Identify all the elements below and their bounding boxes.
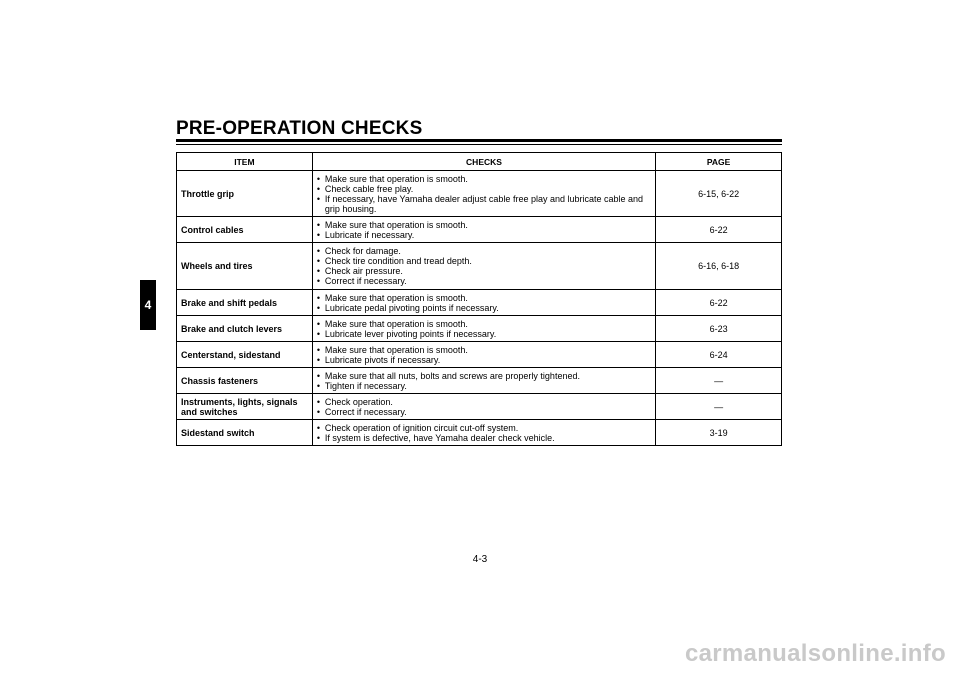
table-row	[177, 290, 782, 316]
check-bullet: • Make sure that operation is smooth.	[317, 319, 651, 329]
table-row	[177, 243, 782, 290]
row-page: 6-15, 6-22	[656, 171, 782, 217]
title-rule-thick	[176, 139, 782, 142]
check-bullet: • Make sure that all nuts, bolts and screws are properly tightened.	[317, 371, 651, 381]
row-checks	[312, 316, 655, 342]
check-bullet: • If necessary, have Yamaha dealer adjust cable free play and lubricate cable and grip housing.	[317, 194, 651, 214]
check-bullet: • If system is defective, have Yamaha dealer check vehicle.	[317, 433, 651, 443]
check-bullet: • Make sure that operation is smooth.	[317, 293, 651, 303]
table-row	[177, 342, 782, 368]
check-bullet: • Make sure that operation is smooth.	[317, 345, 651, 355]
table-row	[177, 394, 782, 420]
check-bullet: • Check air pressure.	[317, 266, 651, 276]
table-row	[177, 316, 782, 342]
row-checks	[312, 171, 655, 217]
row-checks	[312, 217, 655, 243]
row-page: 6-22	[656, 217, 782, 243]
row-item: Wheels and tires	[177, 243, 313, 290]
table-row	[177, 420, 782, 446]
row-checks	[312, 394, 655, 420]
chapter-tab: 4	[140, 280, 156, 330]
check-bullet: • Check for damage.	[317, 246, 651, 256]
row-page: 3-19	[656, 420, 782, 446]
row-item: Brake and clutch levers	[177, 316, 313, 342]
row-page: 6-24	[656, 342, 782, 368]
row-item: Throttle grip	[177, 171, 313, 217]
check-bullet: • Make sure that operation is smooth.	[317, 220, 651, 230]
check-bullet: • Correct if necessary.	[317, 407, 651, 417]
check-bullet: • Correct if necessary.	[317, 276, 651, 286]
check-bullet: • Check operation of ignition circuit cut-off system.	[317, 423, 651, 433]
table-row	[177, 368, 782, 394]
watermark: carmanualsonline.info	[684, 640, 946, 667]
check-bullet: • Check tire condition and tread depth.	[317, 256, 651, 266]
check-bullet: • Tighten if necessary.	[317, 381, 651, 391]
page-title: PRE-OPERATION CHECKS	[176, 118, 423, 139]
row-item: Control cables	[177, 217, 313, 243]
row-item: Brake and shift pedals	[177, 290, 313, 316]
check-bullet: • Lubricate lever pivoting points if necessary.	[317, 329, 651, 339]
check-bullet: • Lubricate pivots if necessary.	[317, 355, 651, 365]
table-row	[177, 171, 782, 217]
row-checks	[312, 243, 655, 290]
check-bullet: • Lubricate pedal pivoting points if necessary.	[317, 303, 651, 313]
title-rule-thin	[176, 144, 782, 145]
check-bullet: • Check cable free play.	[317, 184, 651, 194]
row-item: Centerstand, sidestand	[177, 342, 313, 368]
row-item: Chassis fasteners	[177, 368, 313, 394]
table-row	[177, 217, 782, 243]
check-bullet: • Make sure that operation is smooth.	[317, 174, 651, 184]
header-checks: CHECKS	[312, 153, 655, 171]
row-checks	[312, 342, 655, 368]
row-checks	[312, 420, 655, 446]
pre-operation-checks-table	[176, 152, 782, 446]
row-checks	[312, 368, 655, 394]
row-page: 6-16, 6-18	[656, 243, 782, 290]
row-page: 6-23	[656, 316, 782, 342]
row-item: Sidestand switch	[177, 420, 313, 446]
page-number: 4-3	[472, 554, 488, 565]
table-header-row	[177, 153, 782, 171]
check-bullet: • Check operation.	[317, 397, 651, 407]
row-page: —	[656, 368, 782, 394]
row-item: Instruments, lights, signals and switches	[177, 394, 313, 420]
row-page: —	[656, 394, 782, 420]
header-page: PAGE	[656, 153, 782, 171]
header-item: ITEM	[177, 153, 313, 171]
row-checks	[312, 290, 655, 316]
check-bullet: • Lubricate if necessary.	[317, 230, 651, 240]
row-page: 6-22	[656, 290, 782, 316]
